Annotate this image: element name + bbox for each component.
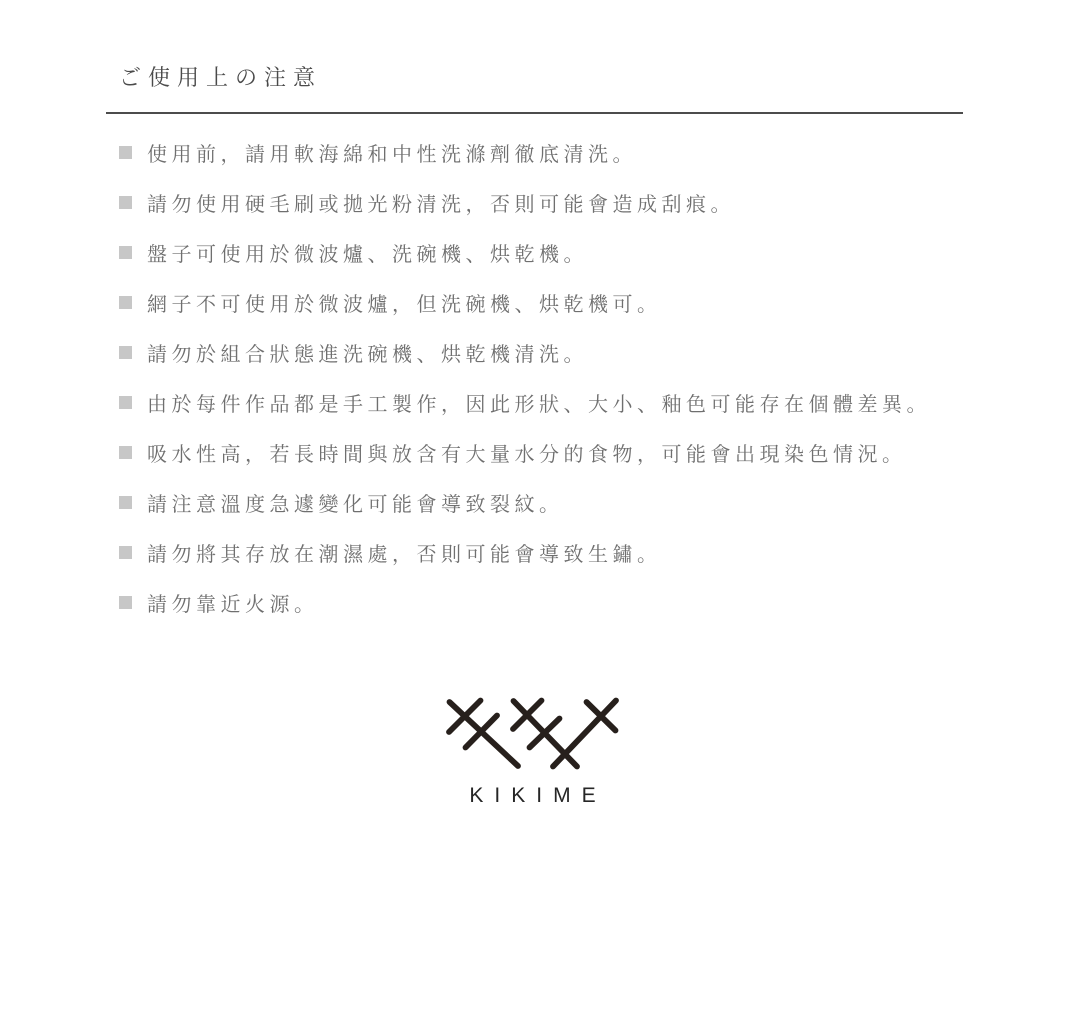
notice-list — [119, 127, 931, 627]
kikime-wordmark: KIKIME — [469, 784, 607, 807]
bullet-square-icon — [119, 396, 132, 409]
list-item — [119, 377, 931, 427]
notice-item-text: 吸水性高，若長時間與放含有大量水分的食物，可能會出現染色情況。 — [147, 443, 907, 466]
list-item — [119, 427, 931, 477]
bullet-square-icon — [119, 146, 132, 159]
list-item — [119, 227, 931, 277]
bullet-square-icon — [119, 296, 132, 309]
bullet-square-icon — [119, 446, 132, 459]
bullet-square-icon — [119, 246, 132, 259]
notice-item-text: 請勿於組合狀態進洗碗機、烘乾機清洗。 — [147, 343, 588, 366]
bullet-square-icon — [119, 596, 132, 609]
notice-item-text: 由於每件作品都是手工製作，因此形狀、大小、釉色可能存在個體差異。 — [147, 393, 931, 416]
kikime-logo — [0, 694, 1065, 808]
notice-item-text: 盤子可使用於微波爐、洗碗機、烘乾機。 — [147, 243, 588, 266]
list-item — [119, 177, 931, 227]
notice-item-text: 請勿靠近火源。 — [147, 593, 319, 616]
notice-item-text: 網子不可使用於微波爐，但洗碗機、烘乾機可。 — [147, 293, 662, 316]
list-item — [119, 327, 931, 377]
bullet-square-icon — [119, 496, 132, 509]
bullet-square-icon — [119, 346, 132, 359]
notice-item-text: 請勿將其存放在潮濕處，否則可能會導致生鏽。 — [147, 543, 662, 566]
notice-item-text: 請注意溫度急遽變化可能會導致裂紋。 — [147, 493, 564, 516]
list-item — [119, 527, 931, 577]
title-divider — [106, 112, 963, 114]
list-item — [119, 477, 931, 527]
kikime-logo-mark-icon — [443, 694, 623, 773]
list-item — [119, 127, 931, 177]
list-item — [119, 577, 931, 627]
notice-item-text: 請勿使用硬毛刷或拋光粉清洗，否則可能會造成刮痕。 — [147, 193, 735, 216]
list-item — [119, 277, 931, 327]
page-title: ご使用上の注意 — [119, 65, 323, 90]
bullet-square-icon — [119, 196, 132, 209]
notice-item-text: 使用前，請用軟海綿和中性洗滌劑徹底清洗。 — [147, 143, 637, 166]
bullet-square-icon — [119, 546, 132, 559]
